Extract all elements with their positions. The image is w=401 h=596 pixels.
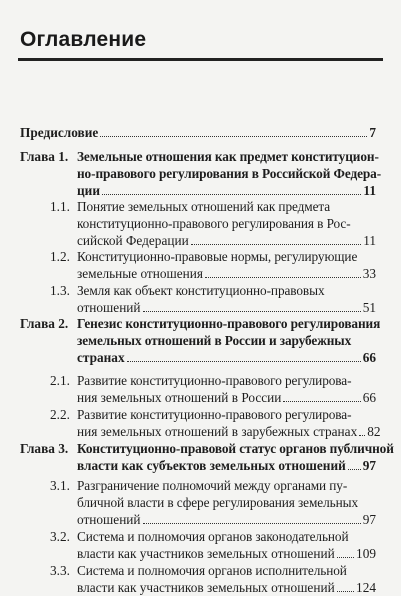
toc-entry-title-line: ния земельных отношений в России (77, 390, 282, 405)
toc-page-number: 11 (363, 183, 376, 198)
toc-entry-number: 3.2. (50, 529, 70, 544)
dot-leader (348, 469, 361, 470)
toc-entry-title-line: Конституционно-правовой статус органов публичной (77, 441, 394, 456)
toc-page-number: 97 (362, 458, 376, 473)
toc-entry-title-line: Система и полномочия органов исполнительной (77, 563, 347, 578)
toc-page-number: 124 (356, 580, 376, 595)
toc-entry[interactable] (50, 406, 381, 440)
toc-page-number: 97 (362, 512, 376, 527)
dot-leader (102, 194, 361, 195)
toc-page-number: 82 (367, 424, 381, 439)
toc-entry-title-line: земельных отношений в России и зарубежных (77, 333, 352, 348)
toc-entry-title-line: ния земельных отношений в зарубежных странах (77, 424, 358, 439)
toc-entry-number: 3.3. (50, 563, 70, 578)
toc-entry[interactable] (20, 148, 382, 199)
toc-entry-number: 1.2. (50, 249, 70, 264)
toc-entry[interactable] (50, 477, 376, 528)
toc-entry-number: Глава 2. (20, 316, 69, 331)
toc-entry-title-line: бличной власти в сфере регулирования земельных (77, 495, 358, 510)
toc-entry-title-line: Разграничение полномочий между органами пу- (77, 478, 348, 493)
toc-page-number: 7 (369, 125, 376, 140)
toc-page-number: 66 (362, 350, 376, 365)
toc-page-number: 51 (362, 300, 376, 315)
dot-leader (127, 361, 361, 362)
toc-entry-title-line: земельные отношения (77, 266, 203, 281)
toc-entry-title-line: власти как участников земельных отношений (77, 546, 335, 561)
toc-entry-number: Глава 3. (20, 441, 69, 456)
toc-entry-number: 2.1. (50, 373, 70, 388)
dot-leader (359, 435, 365, 436)
dot-leader (205, 277, 361, 278)
toc-entry-title-line: Генезис конституционно-правового регулирования (77, 316, 381, 331)
toc-entry-number: 2.2. (50, 407, 70, 422)
dot-leader (100, 136, 367, 137)
dot-leader (283, 401, 360, 402)
toc-entry[interactable] (20, 440, 394, 474)
toc-entry-title-line: отношений (77, 512, 141, 527)
toc-entry-number: 1.1. (50, 199, 70, 214)
toc-entry-title-line: Развитие конституционно-правового регулирова- (77, 373, 352, 388)
toc-entry-title-line: Система и полномочия органов законодательной (77, 529, 349, 544)
toc-entry-number: 3.1. (50, 478, 70, 493)
toc-entry-number: Глава 1. (20, 149, 69, 164)
toc-entry-title-line: власти как субъектов земельных отношений (77, 458, 346, 473)
toc-page-number: 11 (363, 233, 376, 248)
toc-entry-title-line: странах (77, 350, 125, 365)
dot-leader (191, 244, 361, 245)
toc-page-number: 33 (362, 266, 376, 281)
toc-entry-number: 1.3. (50, 283, 70, 298)
dot-leader (337, 591, 354, 592)
toc-entry[interactable] (50, 248, 376, 282)
toc-entry-title-line: Понятие земельных отношений как предмета (77, 199, 331, 214)
toc-entry[interactable] (50, 562, 376, 596)
toc-entry-title-line: но-правового регулирования в Российской Федера- (77, 166, 382, 181)
toc-entry[interactable] (50, 372, 376, 406)
toc-entry[interactable] (50, 528, 376, 562)
dot-leader (143, 523, 361, 524)
page-title: Оглавление (20, 28, 147, 51)
toc-entry-title-line: конституционно-правового регулирования в Рос- (77, 216, 351, 231)
toc-entry-title-line: Земельные отношения как предмет конституцион- (77, 149, 379, 164)
toc-page-number: 66 (362, 390, 376, 405)
toc-entry-title-line: Предисловие (20, 125, 99, 140)
toc-entry[interactable] (20, 315, 381, 366)
toc-entry-title-line: Развитие конституционно-правового регулирова- (77, 407, 352, 422)
toc-entry-title-line: Земля как объект конституционно-правовых (77, 283, 325, 298)
toc-entry-title-line: отношений (77, 300, 141, 315)
toc-entry[interactable] (50, 282, 376, 316)
dot-leader (143, 311, 361, 312)
toc-entry-title-line: сийской Федерации (77, 233, 189, 248)
toc-entry[interactable] (50, 198, 376, 249)
toc-entry-title-line: ции (77, 183, 100, 198)
toc-entry[interactable] (20, 124, 376, 141)
toc-page-number: 109 (356, 546, 376, 561)
toc-entry-title-line: власти как участников земельных отношений (77, 580, 335, 595)
toc-entry-title-line: Конституционно-правовые нормы, регулирующие (77, 249, 358, 264)
dot-leader (337, 557, 354, 558)
